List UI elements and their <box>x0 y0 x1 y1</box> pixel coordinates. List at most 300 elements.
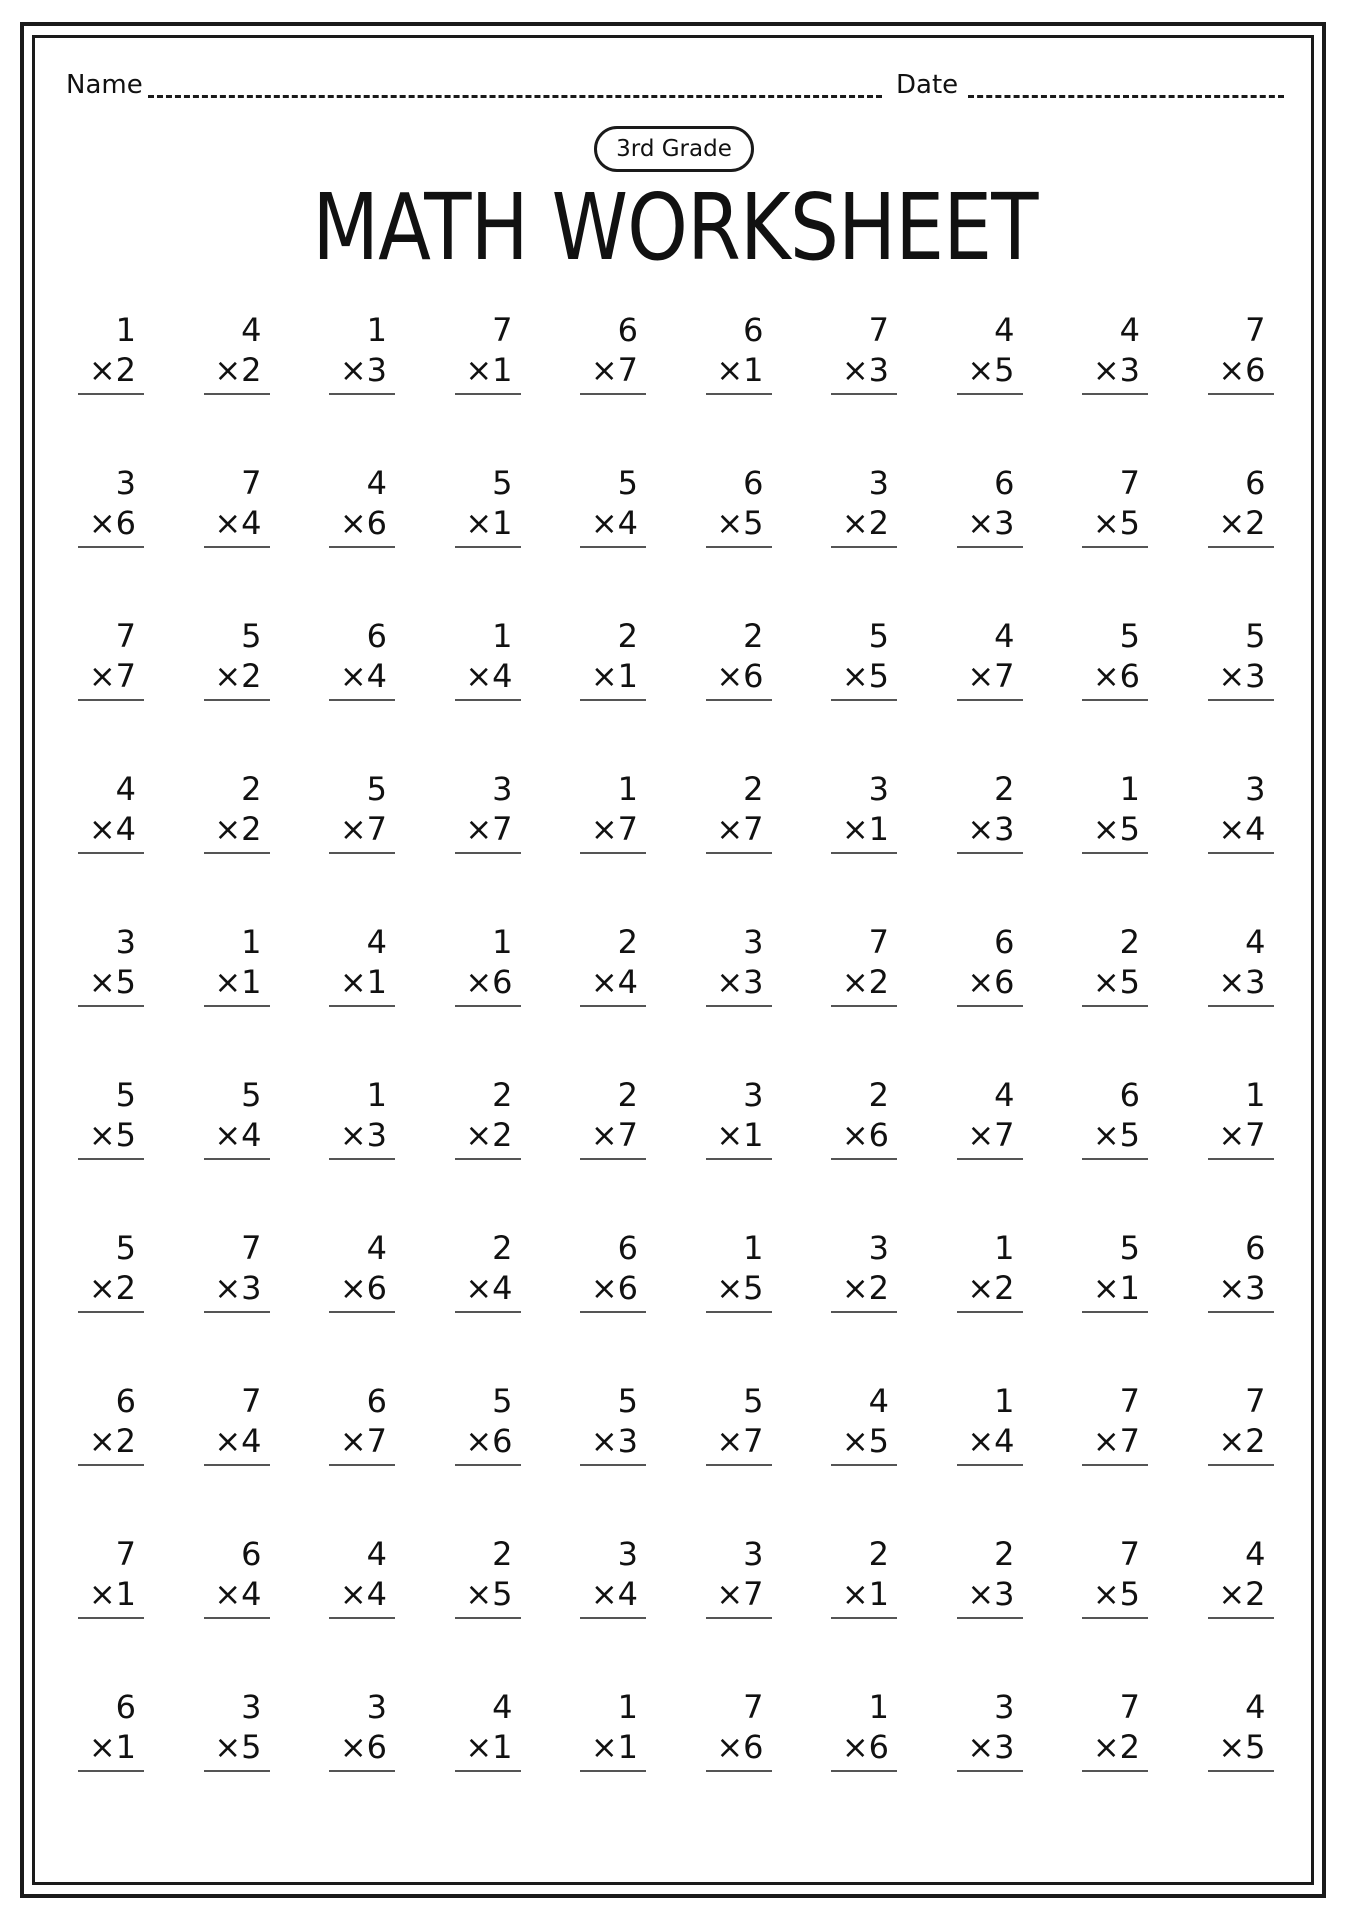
multiplicand: 2 <box>743 770 764 808</box>
multiplier: ×5 <box>88 1116 136 1154</box>
multiplicand: 3 <box>994 1688 1015 1726</box>
multiplicand: 6 <box>1245 1229 1266 1267</box>
answer-line[interactable] <box>1208 699 1274 701</box>
problem-r3-c7 <box>831 616 897 706</box>
multiplicand: 7 <box>115 617 136 655</box>
multiplier: ×1 <box>1092 1269 1140 1307</box>
answer-line[interactable] <box>1208 1770 1274 1772</box>
multiplier: ×1 <box>465 504 513 542</box>
answer-line[interactable] <box>455 1770 521 1772</box>
multiplier: ×7 <box>590 351 638 389</box>
multiplier: ×3 <box>967 1575 1015 1613</box>
answer-line[interactable] <box>831 393 897 395</box>
multiplicand: 1 <box>492 617 513 655</box>
multiplicand: 3 <box>241 1688 262 1726</box>
multiplicand: 6 <box>115 1382 136 1420</box>
problem-r10-c2 <box>204 1687 270 1777</box>
answer-line[interactable] <box>1082 1770 1148 1772</box>
answer-line[interactable] <box>204 1005 270 1007</box>
answer-line[interactable] <box>329 852 395 854</box>
problem-r6-c4 <box>455 1075 521 1165</box>
answer-line[interactable] <box>329 393 395 395</box>
multiplicand: 5 <box>115 1229 136 1267</box>
multiplier: ×2 <box>967 1269 1015 1307</box>
answer-line[interactable] <box>329 1311 395 1313</box>
answer-line[interactable] <box>78 699 144 701</box>
multiplier: ×4 <box>967 1422 1015 1460</box>
multiplier: ×5 <box>88 963 136 1001</box>
problem-r2-c3 <box>329 463 395 553</box>
multiplicand: 4 <box>115 770 136 808</box>
multiplier: ×5 <box>1092 504 1140 542</box>
multiplicand: 5 <box>492 464 513 502</box>
multiplier: ×4 <box>590 1575 638 1613</box>
multiplicand: 1 <box>492 923 513 961</box>
answer-line[interactable] <box>580 1311 646 1313</box>
multiplier: ×4 <box>214 1422 262 1460</box>
multiplicand: 4 <box>1245 1688 1266 1726</box>
answer-line[interactable] <box>831 1311 897 1313</box>
multiplicand: 1 <box>366 1076 387 1114</box>
answer-line[interactable] <box>1082 393 1148 395</box>
problem-r5-c9 <box>1082 922 1148 1012</box>
problem-r4-c1 <box>78 769 144 859</box>
problem-r8-c7 <box>831 1381 897 1471</box>
multiplicand: 2 <box>492 1076 513 1114</box>
problem-r4-c2 <box>204 769 270 859</box>
multiplier: ×6 <box>716 657 764 695</box>
problem-r9-c3 <box>329 1534 395 1624</box>
multiplier: ×3 <box>967 1728 1015 1766</box>
multiplicand: 1 <box>994 1229 1015 1267</box>
problem-r5-c6 <box>706 922 772 1012</box>
multiplier: ×5 <box>465 1575 513 1613</box>
answer-line[interactable] <box>580 1770 646 1772</box>
answer-line[interactable] <box>957 1158 1023 1160</box>
problem-r7-c5 <box>580 1228 646 1318</box>
answer-line[interactable] <box>706 1158 772 1160</box>
answer-line[interactable] <box>706 1770 772 1772</box>
answer-line[interactable] <box>204 852 270 854</box>
answer-line[interactable] <box>78 852 144 854</box>
problem-r6-c5 <box>580 1075 646 1165</box>
problem-r3-c5 <box>580 616 646 706</box>
multiplier: ×6 <box>841 1728 889 1766</box>
answer-line[interactable] <box>455 1158 521 1160</box>
multiplicand: 4 <box>994 617 1015 655</box>
problem-r2-c1 <box>78 463 144 553</box>
multiplicand: 6 <box>743 311 764 349</box>
multiplicand: 5 <box>241 1076 262 1114</box>
answer-line[interactable] <box>706 1464 772 1466</box>
multiplicand: 4 <box>994 311 1015 349</box>
answer-line[interactable] <box>455 546 521 548</box>
multiplier: ×6 <box>967 963 1015 1001</box>
answer-line[interactable] <box>1208 546 1274 548</box>
multiplier: ×3 <box>339 351 387 389</box>
answer-line[interactable] <box>204 546 270 548</box>
answer-line[interactable] <box>831 546 897 548</box>
multiplicand: 4 <box>492 1688 513 1726</box>
multiplier: ×2 <box>214 810 262 848</box>
multiplier: ×4 <box>1218 810 1266 848</box>
multiplicand: 5 <box>492 1382 513 1420</box>
problem-r10-c1 <box>78 1687 144 1777</box>
multiplier: ×1 <box>214 963 262 1001</box>
answer-line[interactable] <box>1082 852 1148 854</box>
problem-r6-c6 <box>706 1075 772 1165</box>
multiplicand: 6 <box>994 923 1015 961</box>
multiplicand: 4 <box>241 311 262 349</box>
multiplier: ×2 <box>1218 1422 1266 1460</box>
answer-line[interactable] <box>580 1005 646 1007</box>
multiplier: ×2 <box>214 351 262 389</box>
multiplicand: 1 <box>1119 770 1140 808</box>
multiplicand: 7 <box>241 1382 262 1420</box>
multiplier: ×4 <box>214 504 262 542</box>
problem-r4-c3 <box>329 769 395 859</box>
multiplicand: 7 <box>1245 1382 1266 1420</box>
answer-line[interactable] <box>831 1158 897 1160</box>
multiplier: ×3 <box>214 1269 262 1307</box>
answer-line[interactable] <box>580 1464 646 1466</box>
multiplier: ×4 <box>214 1116 262 1154</box>
answer-line[interactable] <box>78 1464 144 1466</box>
answer-line[interactable] <box>831 1464 897 1466</box>
multiplier: ×1 <box>339 963 387 1001</box>
multiplicand: 4 <box>994 1076 1015 1114</box>
answer-line[interactable] <box>1082 1311 1148 1313</box>
multiplier: ×1 <box>465 1728 513 1766</box>
multiplier: ×3 <box>1218 963 1266 1001</box>
answer-line[interactable] <box>329 1464 395 1466</box>
problem-r2-c2 <box>204 463 270 553</box>
multiplier: ×3 <box>339 1116 387 1154</box>
multiplicand: 3 <box>617 1535 638 1573</box>
multiplicand: 5 <box>241 617 262 655</box>
multiplier: ×7 <box>88 657 136 695</box>
problem-r4-c9 <box>1082 769 1148 859</box>
multiplier: ×3 <box>1218 1269 1266 1307</box>
answer-line[interactable] <box>706 393 772 395</box>
answer-line[interactable] <box>1208 393 1274 395</box>
multiplicand: 3 <box>1245 770 1266 808</box>
answer-line[interactable] <box>957 1005 1023 1007</box>
answer-line[interactable] <box>831 699 897 701</box>
answer-line[interactable] <box>1082 699 1148 701</box>
problem-r8-c4 <box>455 1381 521 1471</box>
multiplier: ×1 <box>841 810 889 848</box>
problem-r7-c9 <box>1082 1228 1148 1318</box>
answer-line[interactable] <box>329 1158 395 1160</box>
multiplier: ×7 <box>339 810 387 848</box>
answer-line[interactable] <box>204 699 270 701</box>
answer-line[interactable] <box>957 1311 1023 1313</box>
multiplier: ×7 <box>339 1422 387 1460</box>
answer-line[interactable] <box>957 1617 1023 1619</box>
multiplicand: 1 <box>868 1688 889 1726</box>
problem-r2-c8 <box>957 463 1023 553</box>
answer-line[interactable] <box>455 393 521 395</box>
answer-line[interactable] <box>706 546 772 548</box>
multiplier: ×5 <box>716 504 764 542</box>
multiplicand: 6 <box>366 1382 387 1420</box>
multiplicand: 1 <box>617 1688 638 1726</box>
multiplier: ×1 <box>716 351 764 389</box>
answer-line[interactable] <box>1208 1005 1274 1007</box>
problem-r4-c6 <box>706 769 772 859</box>
answer-line[interactable] <box>204 1311 270 1313</box>
multiplicand: 5 <box>743 1382 764 1420</box>
answer-line[interactable] <box>78 1158 144 1160</box>
answer-line[interactable] <box>455 1005 521 1007</box>
problem-r7-c10 <box>1208 1228 1274 1318</box>
answer-line[interactable] <box>329 1617 395 1619</box>
name-field[interactable] <box>148 95 882 98</box>
answer-line[interactable] <box>1082 1464 1148 1466</box>
answer-line[interactable] <box>706 1311 772 1313</box>
problem-r7-c7 <box>831 1228 897 1318</box>
multiplicand: 7 <box>1119 1688 1140 1726</box>
answer-line[interactable] <box>1208 1617 1274 1619</box>
answer-line[interactable] <box>1208 1158 1274 1160</box>
multiplicand: 5 <box>1119 1229 1140 1267</box>
multiplier: ×6 <box>339 504 387 542</box>
multiplier: ×5 <box>967 351 1015 389</box>
multiplicand: 3 <box>743 1535 764 1573</box>
multiplier: ×6 <box>1218 351 1266 389</box>
answer-line[interactable] <box>580 393 646 395</box>
multiplier: ×5 <box>1092 810 1140 848</box>
answer-line[interactable] <box>455 852 521 854</box>
problem-r2-c7 <box>831 463 897 553</box>
multiplicand: 5 <box>366 770 387 808</box>
problem-r8-c8 <box>957 1381 1023 1471</box>
answer-line[interactable] <box>204 1158 270 1160</box>
problem-r4-c10 <box>1208 769 1274 859</box>
answer-line[interactable] <box>706 1005 772 1007</box>
answer-line[interactable] <box>329 546 395 548</box>
multiplier: ×7 <box>590 810 638 848</box>
problem-r1-c3 <box>329 310 395 400</box>
multiplier: ×2 <box>841 963 889 1001</box>
problem-r3-c9 <box>1082 616 1148 706</box>
problem-r6-c2 <box>204 1075 270 1165</box>
multiplier: ×2 <box>88 1269 136 1307</box>
problem-r1-c6 <box>706 310 772 400</box>
multiplicand: 6 <box>1245 464 1266 502</box>
answer-line[interactable] <box>204 1464 270 1466</box>
answer-line[interactable] <box>706 852 772 854</box>
multiplicand: 4 <box>366 1229 387 1267</box>
multiplier: ×5 <box>841 657 889 695</box>
problem-r6-c7 <box>831 1075 897 1165</box>
problem-r5-c2 <box>204 922 270 1012</box>
problem-r1-c4 <box>455 310 521 400</box>
answer-line[interactable] <box>204 1770 270 1772</box>
multiplier: ×6 <box>716 1728 764 1766</box>
answer-line[interactable] <box>831 1617 897 1619</box>
multiplicand: 7 <box>868 311 889 349</box>
multiplier: ×4 <box>339 657 387 695</box>
answer-line[interactable] <box>329 699 395 701</box>
problem-r4-c7 <box>831 769 897 859</box>
multiplier: ×5 <box>1092 1116 1140 1154</box>
problem-r5-c1 <box>78 922 144 1012</box>
multiplicand: 3 <box>868 770 889 808</box>
multiplier: ×7 <box>1218 1116 1266 1154</box>
multiplier: ×7 <box>716 1422 764 1460</box>
multiplier: ×2 <box>465 1116 513 1154</box>
answer-line[interactable] <box>78 393 144 395</box>
answer-line[interactable] <box>204 1617 270 1619</box>
answer-line[interactable] <box>78 546 144 548</box>
multiplicand: 1 <box>241 923 262 961</box>
problem-r3-c3 <box>329 616 395 706</box>
multiplier: ×2 <box>88 351 136 389</box>
multiplicand: 2 <box>492 1535 513 1573</box>
multiplier: ×1 <box>88 1728 136 1766</box>
multiplicand: 7 <box>743 1688 764 1726</box>
multiplier: ×3 <box>841 351 889 389</box>
multiplicand: 1 <box>366 311 387 349</box>
problem-r2-c10 <box>1208 463 1274 553</box>
answer-line[interactable] <box>1208 1464 1274 1466</box>
multiplicand: 1 <box>994 1382 1015 1420</box>
answer-line[interactable] <box>831 1005 897 1007</box>
multiplicand: 6 <box>743 464 764 502</box>
problem-r3-c1 <box>78 616 144 706</box>
grade-badge: 3rd Grade <box>594 126 754 172</box>
answer-line[interactable] <box>78 1617 144 1619</box>
answer-line[interactable] <box>204 393 270 395</box>
answer-line[interactable] <box>455 1464 521 1466</box>
multiplier: ×1 <box>88 1575 136 1613</box>
problem-r4-c4 <box>455 769 521 859</box>
answer-line[interactable] <box>455 1617 521 1619</box>
multiplier: ×3 <box>967 810 1015 848</box>
answer-line[interactable] <box>78 1770 144 1772</box>
multiplier: ×6 <box>841 1116 889 1154</box>
problem-r2-c4 <box>455 463 521 553</box>
answer-line[interactable] <box>831 852 897 854</box>
problem-r5-c3 <box>329 922 395 1012</box>
multiplier: ×4 <box>590 963 638 1001</box>
answer-line[interactable] <box>329 1770 395 1772</box>
multiplicand: 1 <box>1245 1076 1266 1114</box>
answer-line[interactable] <box>1082 1005 1148 1007</box>
problem-r5-c7 <box>831 922 897 1012</box>
multiplicand: 2 <box>868 1076 889 1114</box>
multiplicand: 4 <box>868 1382 889 1420</box>
answer-line[interactable] <box>580 1158 646 1160</box>
multiplicand: 5 <box>115 1076 136 1114</box>
answer-line[interactable] <box>580 852 646 854</box>
problem-r5-c8 <box>957 922 1023 1012</box>
answer-line[interactable] <box>580 1617 646 1619</box>
answer-line[interactable] <box>957 852 1023 854</box>
problem-r10-c7 <box>831 1687 897 1777</box>
multiplicand: 6 <box>1119 1076 1140 1114</box>
multiplier: ×4 <box>590 504 638 542</box>
problem-r10-c3 <box>329 1687 395 1777</box>
answer-line[interactable] <box>1082 1158 1148 1160</box>
multiplier: ×6 <box>590 1269 638 1307</box>
answer-line[interactable] <box>706 1617 772 1619</box>
multiplicand: 7 <box>241 464 262 502</box>
date-label: Date <box>896 70 959 100</box>
multiplier: ×1 <box>465 351 513 389</box>
multiplicand: 5 <box>617 1382 638 1420</box>
answer-line[interactable] <box>1208 852 1274 854</box>
multiplier: ×6 <box>339 1728 387 1766</box>
multiplier: ×5 <box>1092 1575 1140 1613</box>
answer-line[interactable] <box>455 1311 521 1313</box>
multiplicand: 7 <box>1245 311 1266 349</box>
answer-line[interactable] <box>78 1005 144 1007</box>
answer-line[interactable] <box>455 699 521 701</box>
problem-r5-c4 <box>455 922 521 1012</box>
answer-line[interactable] <box>957 1464 1023 1466</box>
multiplier: ×4 <box>214 1575 262 1613</box>
answer-line[interactable] <box>831 1770 897 1772</box>
multiplier: ×2 <box>214 657 262 695</box>
multiplicand: 5 <box>868 617 889 655</box>
problem-r10-c6 <box>706 1687 772 1777</box>
answer-line[interactable] <box>706 699 772 701</box>
problem-r5-c10 <box>1208 922 1274 1012</box>
multiplicand: 4 <box>1119 311 1140 349</box>
date-field[interactable] <box>968 95 1284 98</box>
problem-r7-c6 <box>706 1228 772 1318</box>
answer-line[interactable] <box>957 546 1023 548</box>
multiplier: ×3 <box>1092 351 1140 389</box>
multiplier: ×4 <box>465 1269 513 1307</box>
multiplicand: 3 <box>366 1688 387 1726</box>
multiplier: ×1 <box>590 1728 638 1766</box>
answer-line[interactable] <box>1082 546 1148 548</box>
problem-r10-c10 <box>1208 1687 1274 1777</box>
answer-line[interactable] <box>957 699 1023 701</box>
problem-r6-c8 <box>957 1075 1023 1165</box>
problem-r1-c5 <box>580 310 646 400</box>
problem-r7-c2 <box>204 1228 270 1318</box>
problem-r4-c8 <box>957 769 1023 859</box>
multiplicand: 2 <box>743 617 764 655</box>
answer-line[interactable] <box>1082 1617 1148 1619</box>
answer-line[interactable] <box>580 546 646 548</box>
multiplier: ×6 <box>465 1422 513 1460</box>
multiplier: ×2 <box>841 504 889 542</box>
multiplier: ×7 <box>590 1116 638 1154</box>
problem-r2-c6 <box>706 463 772 553</box>
problem-r2-c9 <box>1082 463 1148 553</box>
answer-line[interactable] <box>957 393 1023 395</box>
multiplicand: 2 <box>868 1535 889 1573</box>
answer-line[interactable] <box>580 699 646 701</box>
multiplier: ×2 <box>1218 504 1266 542</box>
answer-line[interactable] <box>957 1770 1023 1772</box>
answer-line[interactable] <box>329 1005 395 1007</box>
problem-r9-c8 <box>957 1534 1023 1624</box>
problem-r10-c9 <box>1082 1687 1148 1777</box>
multiplier: ×7 <box>967 657 1015 695</box>
problem-r10-c4 <box>455 1687 521 1777</box>
answer-line[interactable] <box>1208 1311 1274 1313</box>
multiplier: ×5 <box>716 1269 764 1307</box>
answer-line[interactable] <box>78 1311 144 1313</box>
multiplier: ×3 <box>716 963 764 1001</box>
